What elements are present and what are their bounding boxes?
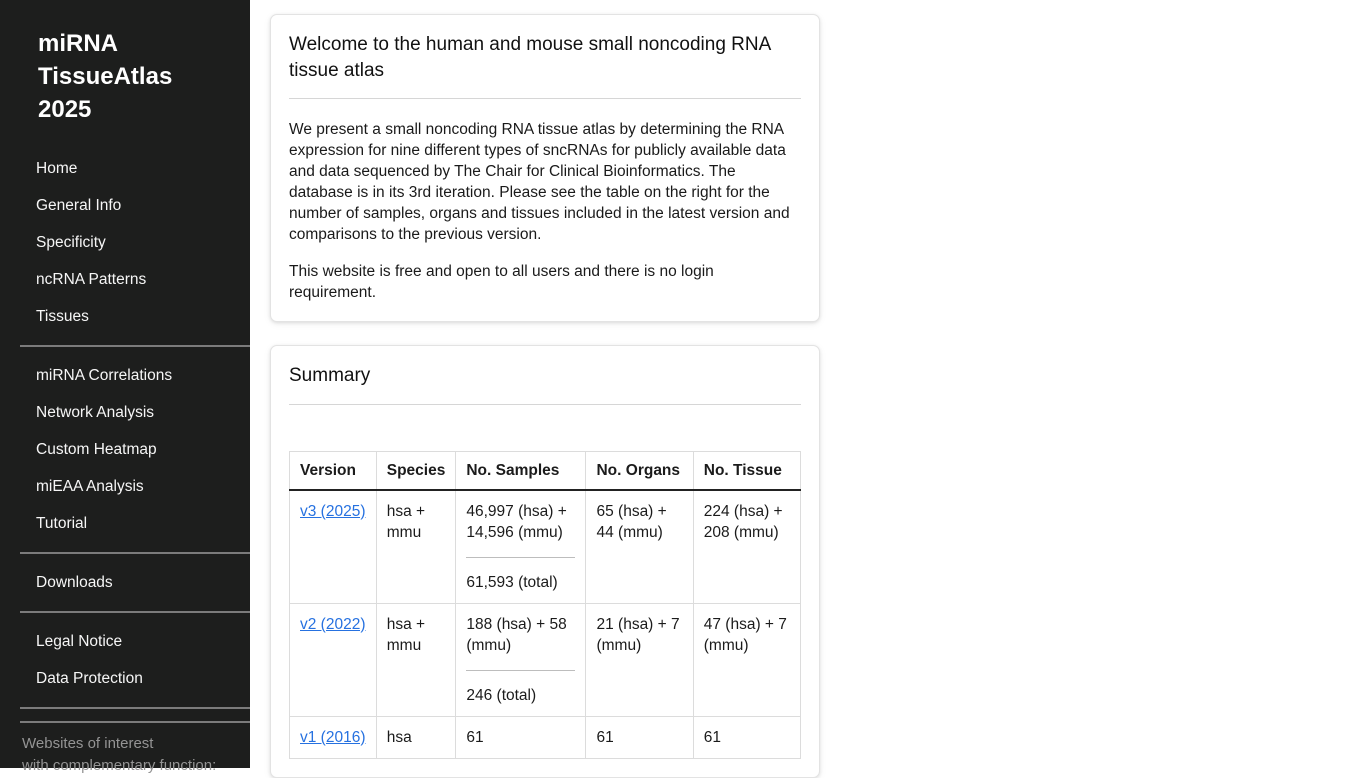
table-row-v3 — [290, 490, 801, 604]
card-divider — [289, 404, 801, 405]
header-no-tissue: No. Tissue — [693, 451, 800, 490]
welcome-card-title: Welcome to the human and mouse small noncoding RNA tissue atlas — [289, 34, 771, 81]
sidebar-divider — [20, 707, 250, 709]
cell-tissue: 224 (hsa) + 208 (mmu) — [693, 490, 800, 604]
cell-version — [290, 716, 377, 758]
welcome-paragraph-1: We present a small noncoding RNA tissue atlas by determining the RNA expression for nine different types of sncRNAs for publicly available data and data sequenced by The Chair for Clinical Bioinformatics. The database is in its 3rd iteration. Please see the table on the right for the number of samples, organs and tissues included in the latest version and comparisons to the previous version. — [289, 121, 790, 243]
table-row-v2 — [290, 603, 801, 716]
cell-species: hsa — [376, 716, 456, 758]
cell-version — [290, 603, 377, 716]
sidebar-item-home[interactable]: Home — [36, 160, 78, 177]
cell-species: hsa + mmu — [376, 603, 456, 716]
sidebar-item-specificity[interactable]: Specificity — [36, 234, 106, 251]
samples-total-divider — [466, 670, 575, 671]
summary-card-title: Summary — [289, 365, 371, 386]
sidebar-item-downloads[interactable]: Downloads — [36, 574, 113, 591]
cell-samples — [456, 603, 586, 716]
sidebar-item-ncrna-patterns[interactable]: ncRNA Patterns — [36, 271, 147, 288]
header-no-samples: No. Samples — [456, 451, 586, 490]
summary-card — [270, 345, 820, 778]
sidebar-footer-line: Websites of interest — [22, 735, 154, 752]
version-link-v3[interactable]: v3 (2025) — [300, 502, 366, 520]
cell-organs: 21 (hsa) + 7 (mmu) — [586, 603, 693, 716]
cell-samples — [456, 490, 586, 604]
cell-version — [290, 490, 377, 604]
card-divider — [289, 98, 801, 99]
welcome-paragraph-2: This website is free and open to all users and there is no login requirement. — [289, 263, 714, 301]
sidebar-divider — [20, 552, 250, 554]
samples-breakdown: 46,997 (hsa) + 14,596 (mmu) — [466, 502, 567, 541]
header-species: Species — [376, 451, 456, 490]
main-content — [270, 0, 830, 778]
sidebar-item-mieaa-analysis[interactable]: miEAA Analysis — [36, 478, 144, 495]
samples-total: 61,593 (total) — [466, 573, 558, 591]
sidebar-item-data-protection[interactable]: Data Protection — [36, 670, 143, 687]
sidebar-item-network-analysis[interactable]: Network Analysis — [36, 404, 155, 421]
sidebar-item-mirna-correlations[interactable]: miRNA Correlations — [36, 367, 173, 384]
cell-organs: 65 (hsa) + 44 (mmu) — [586, 490, 693, 604]
welcome-card — [270, 14, 820, 322]
sidebar-item-legal-notice[interactable]: Legal Notice — [36, 633, 123, 650]
version-link-v2[interactable]: v2 (2022) — [300, 615, 366, 633]
sidebar-item-tutorial[interactable]: Tutorial — [36, 515, 88, 532]
header-no-organs: No. Organs — [586, 451, 693, 490]
cell-tissue: 47 (hsa) + 7 (mmu) — [693, 603, 800, 716]
sidebar-footer-line: with complementary function: — [22, 756, 217, 774]
samples-total: 246 (total) — [466, 686, 537, 704]
cell-samples: 61 — [456, 716, 586, 758]
header-version: Version — [290, 451, 377, 490]
sidebar-item-general-info[interactable]: General Info — [36, 197, 122, 214]
cell-organs: 61 — [586, 716, 693, 758]
sidebar-item-custom-heatmap[interactable]: Custom Heatmap — [36, 441, 157, 458]
samples-breakdown: 188 (hsa) + 58 (mmu) — [466, 615, 567, 654]
cell-species: hsa + mmu — [376, 490, 456, 604]
sidebar-divider — [20, 345, 250, 347]
sidebar-nav — [0, 150, 250, 723]
sidebar-divider — [20, 721, 250, 723]
version-link-v1[interactable]: v1 (2016) — [300, 728, 366, 746]
sidebar-divider — [20, 611, 250, 613]
table-row-v1 — [290, 716, 801, 758]
sidebar-item-tissues[interactable]: Tissues — [36, 308, 89, 325]
cell-tissue: 61 — [693, 716, 800, 758]
app-title: miRNA TissueAtlas 2025 — [38, 30, 173, 123]
samples-total-divider — [466, 557, 575, 558]
summary-table — [289, 451, 801, 759]
sidebar — [0, 0, 250, 774]
summary-table-header-row — [290, 451, 801, 490]
